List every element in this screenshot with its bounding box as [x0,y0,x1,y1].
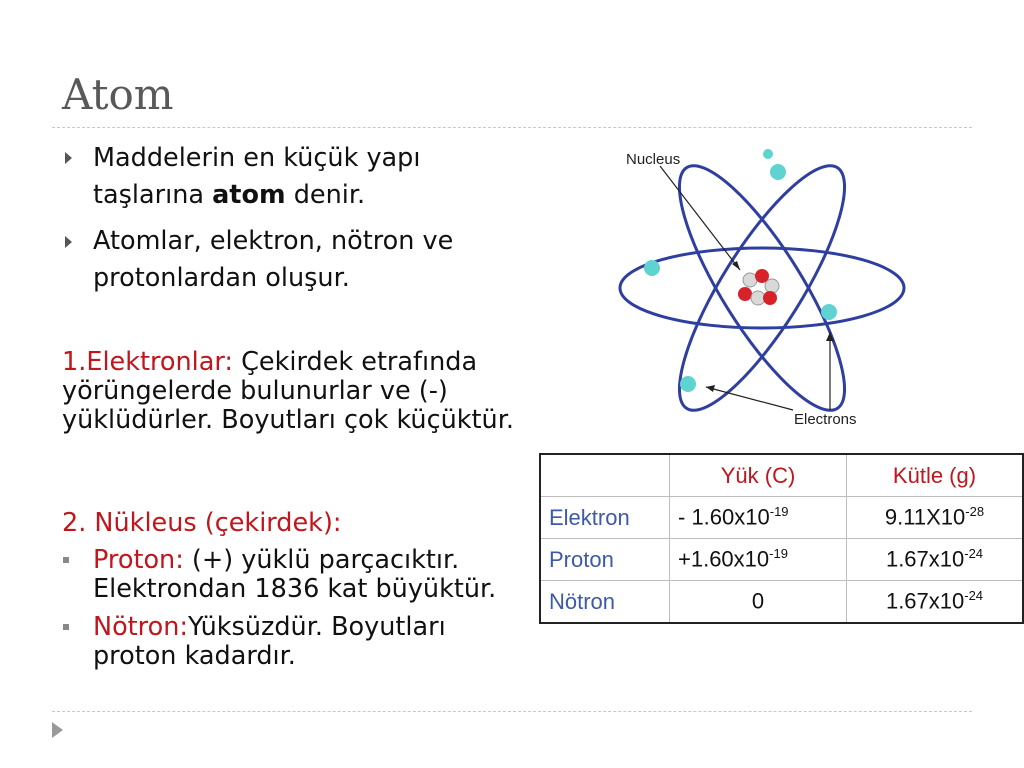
bullet-arrow-icon [65,236,72,248]
electron-trail [763,149,773,159]
charge-value: - 1.60x10 [678,504,770,530]
charge-cell [670,539,847,581]
bullet-square-icon [63,624,69,630]
mass-exponent: -24 [964,588,984,604]
electron-ball [680,376,696,392]
mass-cell [847,581,1024,624]
next-slide-icon[interactable] [52,722,63,738]
orbit [620,248,904,328]
bullet-2-line2: protonlardan oluşur. [93,263,350,293]
bullet-2 [93,223,453,297]
neutron-ball [751,291,765,305]
neutron-ball [743,273,757,287]
proton-ball [738,287,752,301]
particle-name-cell: Proton [540,539,670,581]
mass-value: 1.67x10 [885,588,965,614]
table-header-cell: Kütle (g) [847,454,1024,497]
bullet-arrow-icon [65,152,72,164]
charge-exponent: -19 [769,504,789,520]
neutron-label: Nötron: [93,612,188,642]
mass-cell [847,497,1024,539]
bullet-1-text-pre: taşlarına [93,180,213,210]
bullet-1-line1: Maddelerin en küçük yapı [93,143,421,173]
table-header-cell: Yük (C) [670,454,847,497]
particle-name-cell: Elektron [540,497,670,539]
charge-exponent: -19 [769,546,788,562]
proton-label: Proton: [93,545,184,575]
neutron-ball [765,279,779,293]
slide-title: Atom [62,70,174,119]
arrow-head-icon [706,385,715,392]
bullet-1 [93,140,420,214]
table-row [540,539,1023,581]
electron-ball [821,304,837,320]
nucleus-label: Nucleus [626,151,681,168]
bullet-1-line2 [93,177,420,214]
arrow-head-icon [732,261,740,270]
top-divider [52,127,972,128]
mass-exponent: -24 [964,546,984,562]
atom-diagram [600,130,920,440]
mass-value: 1.67x10 [885,546,965,572]
charge-cell [670,497,847,539]
bullet-1-text-post: denir. [285,180,366,210]
bullet-1-bold-word: atom [212,180,286,210]
orbits [620,146,904,429]
electron-ball [770,164,786,180]
electrons-label-diagram: Electrons [794,411,857,428]
nucleus-heading: 2. Nükleus (çekirdek): [62,508,342,538]
table-row [540,581,1023,624]
bottom-divider [52,711,972,712]
electron-ball [644,260,660,276]
electron-balls [644,149,837,392]
mass-cell [847,539,1024,581]
charge-value: 0 [751,588,765,614]
particle-table [539,453,1024,624]
table-header-cell [540,454,670,497]
mass-value: 9.11X10 [884,504,966,530]
table-header-row [540,454,1023,497]
electrons-text: Çekirdek etrafında yörüngelerde bulunurlar ve (-) yüklüdürler. Boyutları çok küçüktür. [62,347,514,435]
proton-ball [763,291,777,305]
mass-exponent: -28 [965,504,985,520]
electrons-paragraph [62,348,532,435]
particle-name-cell: Nötron [540,581,670,624]
proton-text: (+) yüklü parçacıktır. Elektrondan 1836 kat büyüktür. [93,545,497,604]
nucleus-cluster [738,269,779,305]
charge-cell [670,581,847,624]
bullet-2-line1: Atomlar, elektron, nötron ve [93,226,454,256]
charge-value: +1.60x10 [678,546,770,572]
table-row [540,497,1023,539]
electrons-label: 1.Elektronlar: [62,347,234,377]
neutron-text: Yüksüzdür. Boyutları proton kadardır. [93,612,446,671]
bullet-square-icon [63,557,69,563]
proton-item [93,546,533,604]
neutron-item [93,613,513,671]
